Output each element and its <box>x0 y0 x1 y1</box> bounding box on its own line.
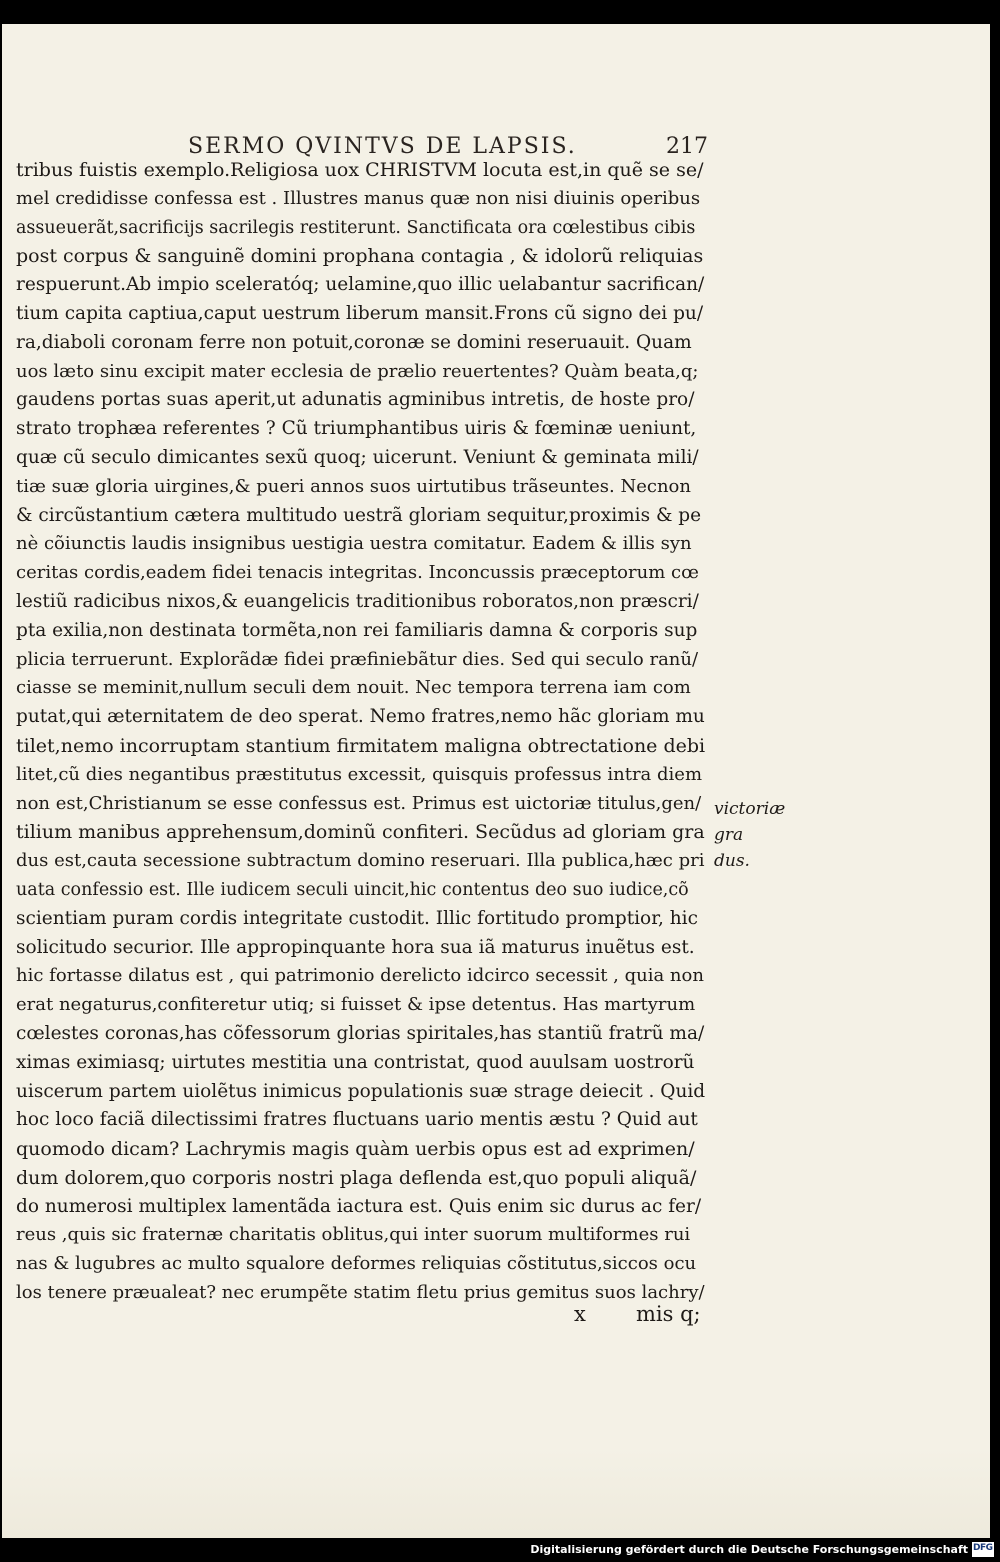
marginal-note-line: dus. <box>714 851 750 871</box>
main-text-block <box>16 156 706 1308</box>
text-line: hoc loco faciã dilectissimi fratres fluctuans uario mentis æstu ? Quid aut <box>16 1109 698 1131</box>
text-line: uiscerum partem uiolẽtus inimicus populationis suæ strage deiecit . Quid <box>16 1080 706 1102</box>
text-line: quomodo dicam? Lachrymis magis quàm uerbis opus est ad exprimen/ <box>16 1138 695 1161</box>
text-line: strato trophæa referentes ? Cũ triumphantibus uiris & fœminæ ueniunt, <box>16 418 697 440</box>
text-line: solicitudo securior. Ille appropinquante hora sua iã maturus inuẽtus est. <box>16 936 695 958</box>
text-line: uos læto sinu excipit mater ecclesia de prælio reuertentes? Quàm beata,q; <box>16 360 699 382</box>
text-line: plicia terruerunt. Explorãdæ fidei præfiniebãtur dies. Sed qui seculo ranũ/ <box>16 648 699 670</box>
text-line: dus est,cauta secessione subtractum domino reseruari. Illa publica,hæc pri <box>16 850 705 872</box>
text-line: assueuerãt,sacrificijs sacrilegis restiterunt. Sanctificata ora cœlestibus cibis <box>16 217 696 238</box>
text-line: tilet,nemo incorruptam stantium firmitatem maligna obtrectatione debi <box>16 734 706 757</box>
text-line: tiæ suæ gloria uirgines,& pueri annos suos uirtutibus trãseuntes. Necnon <box>16 475 691 497</box>
text-line: scientiam puram cordis integritate custodit. Illic fortitudo promptior, hic <box>16 907 698 929</box>
text-line: hic fortasse dilatus est , qui patrimonio derelicto idcirco secessit , quia non <box>16 965 704 987</box>
text-line: tribus fuistis exemplo.Religiosa uox CHRISTVM locuta est,in quẽ se se/ <box>16 159 704 181</box>
text-line: ximas eximiasq; uirtutes mestitia una contristat, quod auulsam uostrorũ <box>16 1051 695 1073</box>
text-line: erat negaturus,confiteretur utiq; si fuisset & ipse detentus. Has martyrum <box>16 994 696 1016</box>
text-line: dum dolorem,quo corporis nostri plaga deflenda est,quo populi aliquã/ <box>16 1166 697 1189</box>
text-line: tium capita captiua,caput uestrum liberum mansit.Frons cũ signo dei pu/ <box>16 302 704 324</box>
dfg-logo-label: DFG <box>973 1543 993 1553</box>
text-line: non est,Christianum se esse confessus est. Primus est uictoriæ titulus,gen/ <box>16 792 702 814</box>
credit-strip <box>0 1538 1000 1562</box>
text-line: litet,cũ dies negantibus præstitutus excessit, quisquis professus intra diem <box>16 763 703 785</box>
text-line: pta exilia,non destinata tormẽta,non rei familiaris damna & corporis sup <box>16 619 698 641</box>
text-line: & circũstantium cætera multitudo uestrã gloriam sequitur,proximis & pe <box>16 504 702 526</box>
text-line: gaudens portas suas aperit,ut adunatis agminibus intretis, de hoste pro/ <box>16 389 695 411</box>
dfg-logo-icon <box>972 1542 994 1557</box>
running-head: SERMO QVINTVS DE LAPSIS. <box>188 134 577 159</box>
catchword: mis q; <box>636 1302 701 1326</box>
text-line: ceritas cordis,eadem fidei tenacis integritas. Inconcussis præceptorum cœ <box>16 562 699 584</box>
text-line: quæ cũ seculo dimicantes sexũ quoq; uicerunt. Veniunt & geminata mili/ <box>16 446 699 468</box>
text-line: cœlestes coronas,has cõfessorum glorias spiritales,has stantiũ fratrũ ma/ <box>16 1022 705 1044</box>
text-line: post corpus & sanguinẽ domini prophana contagia , & idolorũ reliquias <box>16 245 704 268</box>
folio-number: 217 <box>666 134 708 159</box>
marginal-note-line: victoriæ gra <box>714 799 786 845</box>
text-line: mel credidisse confessa est . Illustres manus quæ non nisi diuinis operibus <box>16 187 701 209</box>
text-line: lestiũ radicibus nixos,& euangelicis traditionibus roboratos,non præscri/ <box>16 590 699 612</box>
signature-mark: x <box>574 1302 586 1326</box>
text-line: los tenere præualeat? nec erumpẽte statim fletu prius gemitus suos lachry/ <box>16 1282 705 1304</box>
marginal-note <box>714 796 814 874</box>
credit-text: Digitalisierung gefördert durch die Deutsche Forschungsgemeinschaft <box>530 1543 968 1556</box>
text-line: reus ,quis sic fraternæ charitatis oblitus,qui inter suorum multiformes rui <box>16 1224 691 1246</box>
text-line: nas & lugubres ac multo squalore deformes reliquias cõstitutus,siccos ocu <box>16 1253 697 1275</box>
text-line: respuerunt.Ab impio sceleratóq; uelamine,quo illic uelabantur sacrifican/ <box>16 274 705 296</box>
text-line: uata confessio est. Ille iudicem seculi uincit,hic contentus deo suo iudice,cõ <box>16 879 689 900</box>
text-line: ra,diaboli coronam ferre non potuit,coronæ se domini reseruauit. Quam <box>16 331 692 353</box>
text-line: do numerosi multiplex lamentãda iactura est. Quis enim sic durus ac fer/ <box>16 1195 702 1217</box>
text-line: putat,qui æternitatem de deo sperat. Nemo fratres,nemo hãc gloriam mu <box>16 706 705 728</box>
text-line: tilium manibus apprehensum,dominũ confiteri. Secũdus ad gloriam gra <box>16 821 705 844</box>
text-line: ciasse se meminit,nullum seculi dem nouit. Nec tempora terrena iam com <box>16 677 691 699</box>
text-line: nè cõiunctis laudis insignibus uestigia uestra comitatur. Eadem & illis syn <box>16 533 692 555</box>
